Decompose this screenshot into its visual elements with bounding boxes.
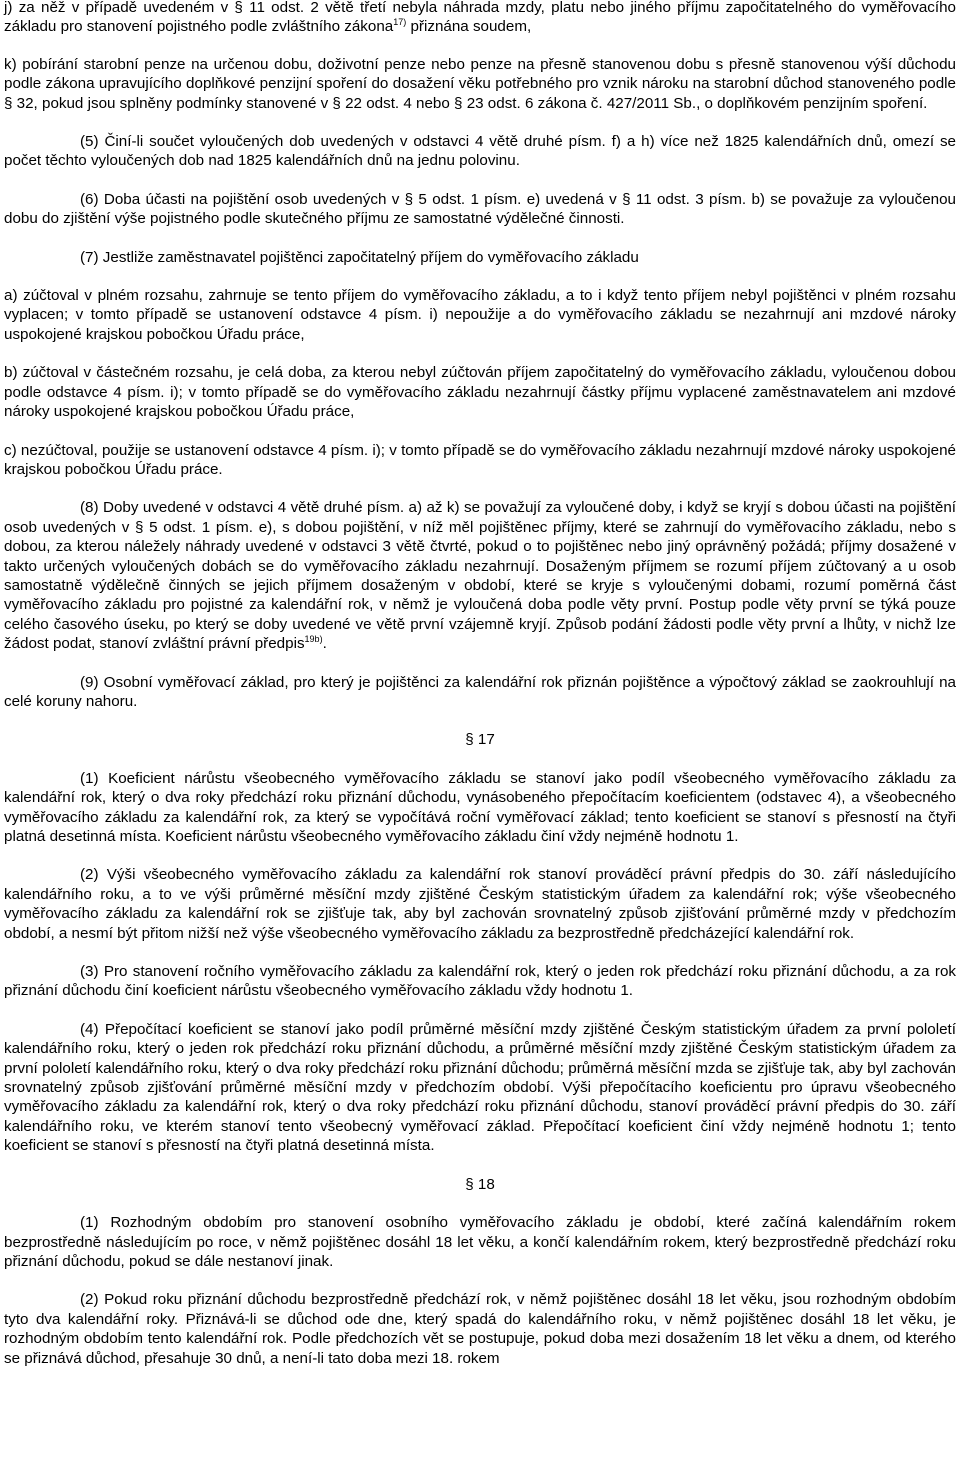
paragraph-8-end: .: [322, 635, 327, 653]
footnote-ref-19b[interactable]: 19b): [304, 634, 323, 645]
paragraph-8: [4, 498, 956, 653]
section-heading-17: § 17: [465, 731, 495, 749]
paragraph-7: (7) Jestliže zaměstnavatel pojištěnci započitatelný příjem do vyměřovacího základu: [80, 248, 639, 266]
section-17-paragraph-4: (4) Přepočítací koeficient se stanoví jako podíl průměrné měsíční mzdy zjištěné Českým statistickým úřadem za první pololetí kalendářního roku, který o jeden rok předchází roku přiznání důchodu, a průměrné měsíční mzdy zjištěné Českým statistickým úřadem za první pololetí kalendářního roku, který o dva roky předchází roku přiznání důchodu; průměrná měsíční mzda se zjišťuje tak, aby byl zachován srovnatelný způsob zjišťování průměrné měsíční mzdy v předchozím období. Výši přepočítacího koeficientu pro úpravu všeobecného vyměřovacího základu za kalendářní rok, který o dva roky předchází roku přiznání důchodu, stanoví prováděcí právní předpis do 30. září kalendářního roku, ve kterém stanoví tento všeobecný vyměřovací základ. Přepočítací koeficient činí vždy nejméně hodnotu 1; tento koeficient se stanoví s přesností na čtyři platná desetinná místa.: [4, 1020, 956, 1155]
section-heading-18: § 18: [465, 1175, 495, 1193]
paragraph-6: (6) Doba účasti na pojištění osob uvedených v § 5 odst. 1 písm. e) uvedená v § 11 odst. 3 písm. b) se považuje za vyloučenou dobu do zjištění výše pojistného podle skutečného příjmu ze samostatné výdělečné činnosti.: [4, 190, 956, 228]
paragraph-7c: c) nezúčtoval, použije se ustanovení odstavce 4 písm. i); v tomto případě se do vyměřovacího základu nezahrnují mzdové nároky uspokojené krajskou pobočkou Úřadu práce.: [4, 441, 956, 478]
paragraph-7a: a) zúčtoval v plném rozsahu, zahrnuje se tento příjem do vyměřovacího základu, a to i když tento příjem nebyl pojištěnci v plném rozsahu vyplacen; v tomto případě se ustanovení odstavce 4 písm. i) nepoužije a do vyměřovacího základu se nezahrnují ani mzdové nároky uspokojené krajskou pobočkou Úřadu práce,: [4, 287, 956, 343]
section-17-paragraph-2: (2) Výši všeobecného vyměřovacího základu za kalendářní rok stanoví prováděcí právní předpis do 30. září následujícího kalendářního roku, a to ve výši průměrné měsíční mzdy zjištěné Českým statistickým úřadem za kalendářní rok; výše všeobecného vyměřovacího základu za kalendářní rok se zjišťuje tak, aby byl zachován srovnatelný způsob zjišťování průměrné mzdy v předchozím období, a nesmí být přitom nižší než výše všeobecného vyměřovacího základu za bezprostředně předcházející kalendářní rok.: [4, 866, 956, 942]
paragraph-j-text: j) za něž v případě uvedeném v § 11 odst. 2 větě třetí nebyla náhrada mzdy, platu nebo jiného příjmu započitatelného do vyměřovacího základu pro stanovení pojistného podle zvláštního zákona: [4, 0, 956, 36]
paragraph-j-end: přiznána soudem,: [406, 18, 532, 36]
section-18-paragraph-2: (2) Pokud roku přiznání důchodu bezprostředně předchází rok, v němž pojištěnec dosáhl 18 let věku, jsou rozhodným obdobím tyto dva kalendářní roky. Přiznává-li se důchod ode dne, který spadá do kalendářního roku, v němž pojištěnec dosáhl 18 let věku, je rozhodným obdobím tento kalendářní rok. Podle předchozích vět se postupuje, pokud doba mezi dosažením 18 let věku a dnem, od kterého se přiznává důchod, přesahuje 30 dnů, a není-li tato doba mezi 18. rokem: [4, 1291, 956, 1367]
paragraph-j: [4, 0, 956, 37]
paragraph-7b: b) zúčtoval v částečném rozsahu, je celá doba, za kterou nebyl zúčtován příjem započitatelný do vyměřovacího základu, vyloučenou dobou podle odstavce 4 písm. i); v tomto případě se do vyměřovacího základu nezahrnují částky příjmu vyplacené zaměstnavatelem ani mzdové nároky uspokojené krajskou pobočkou Úřadu práce,: [4, 364, 956, 421]
paragraph-5: (5) Činí-li součet vyloučených dob uvedených v odstavci 4 větě druhé písm. f) a h) více než 1825 kalendářních dnů, omezí se počet těchto vyloučených dob nad 1825 kalendářních dnů na jednu polovinu.: [4, 133, 956, 170]
paragraph-8-text: (8) Doby uvedené v odstavci 4 větě druhé písm. a) až k) se považují za vyloučené doby, i když se kryjí s dobou účasti na pojištění osob uvedených v § 5 odst. 1 písm. e), s dobou pojištění, v níž měl pojištěnec příjmy, které se zahrnují do vyměřovacího základu, nebo s dobou, za kterou náležely náhrady uvedené v odstavci 3 větě čtvrté, pokud o to pojištěnec nebo jiný oprávněný požádá; příjmy dosažené v takto určených vyloučených dobách se do vyměřovacího základu nezahrnují. Dosaženým příjmem se rozumí příjem zúčtovaný a u osob samostatně výdělečně činných se jejich příjmem dosaženým v období, které se kryje s vyloučenými dobami, rozumí poměrná část vyměřovacího základu pro pojistné za kalendářní rok, v němž je vyloučená doba podle věty první. Postup podle věty první se týká pouze celého časového úseku, po který se doby uvedené ve větě první vzájemně kryjí. Způsob podání žádosti podle věty první a lhůty, v nichž lze žádost podat, stanoví zvláštní právní předpis: [4, 499, 956, 653]
footnote-ref-17[interactable]: 17): [393, 17, 407, 28]
section-18-paragraph-1: (1) Rozhodným obdobím pro stanovení osobního vyměřovacího základu je období, které začíná kalendářním rokem bezprostředně následujícím po roce, v němž pojištěnec dosáhl 18 let věku, a končí kalendářním rokem, který bezprostředně předchází roku přiznání důchodu, pokud se dále nestanoví jinak.: [4, 1214, 956, 1270]
paragraph-k: k) pobírání starobní penze na určenou dobu, doživotní penze nebo penze na přesně stanovenou dobu s přesně stanovenou výší důchodu podle zákona upravujícího doplňkové penzijní spoření do dosažení věku potřebného pro vznik nároku na starobní důchod stanoveného podle § 32, pokud jsou splněny podmínky stanovené v § 22 odst. 4 nebo § 23 odst. 6 zákona č. 427/2011 Sb., o doplňkovém penzijním spoření.: [4, 55, 956, 112]
paragraph-9: (9) Osobní vyměřovací základ, pro který je pojištěnci za kalendářní rok přiznán pojištěnce a výpočtový základ se zaokrouhlují na celé koruny nahoru.: [4, 673, 956, 710]
section-17-paragraph-3: (3) Pro stanovení ročního vyměřovacího základu za kalendářní rok, který o jeden rok předchází roku přiznání důchodu, a za rok přiznání důchodu činí koeficient nárůstu všeobecného vyměřovacího základu vždy hodnotu 1.: [4, 963, 956, 1000]
section-17-paragraph-1: (1) Koeficient nárůstu všeobecného vyměřovacího základu se stanoví jako podíl všeobecného vyměřovacího základu za kalendářní rok, který o dva roky předchází roku přiznání důchodu, vynásobeného přepočítacím koeficientem (odstavec 4), a všeobecného vyměřovacího základu za kalendářní rok, za který se vypočítává roční vyměřovací základ; tento koeficient se stanoví s přesností na čtyři platná desetinná místa. Koeficient nárůstu všeobecného vyměřovacího základu činí vždy nejméně hodnotu 1.: [4, 769, 956, 845]
